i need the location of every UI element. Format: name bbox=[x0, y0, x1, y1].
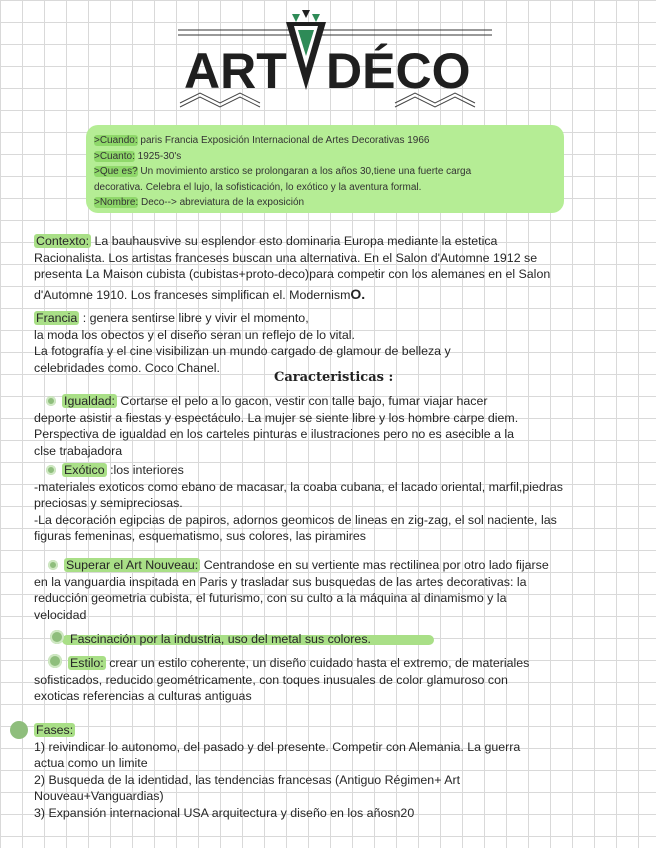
contexto-section bbox=[34, 233, 644, 303]
francia-line: la moda los obectos y el diseño seran un reflejo de lo vital. bbox=[34, 327, 355, 342]
info-value: Deco--> abreviatura de la exposición bbox=[138, 197, 305, 208]
contexto-line bbox=[34, 286, 644, 304]
info-line-cuanto bbox=[94, 149, 554, 165]
superar-text: Centrandose en su vertiente mas rectilinea por otro lado fijarse bbox=[200, 558, 549, 572]
bullet-dot-icon bbox=[46, 396, 56, 406]
exotico-line: figuras femeninas, esquematismo, sus colores, las piramires bbox=[34, 529, 366, 544]
info-line-que-es bbox=[94, 164, 554, 180]
fases-line: 1) reivindicar lo autonomo, del pasado y del presente. Competir con Alemania. La guerra bbox=[34, 739, 521, 754]
fases-line bbox=[34, 722, 644, 739]
info-key: >Cuando: bbox=[94, 135, 138, 146]
francia-line bbox=[34, 310, 644, 327]
art-deco-emblem-icon bbox=[170, 8, 500, 108]
contexto-line: Racionalista. Los artistas franceses buscan una alternativa. En el Salon d'Automne 1912 se bbox=[34, 250, 538, 265]
igualdad-text: Cortarse el pelo a lo gacon, vestir con talle bajo, fumar viajar hacer bbox=[116, 394, 488, 408]
contexto-text: La bauhausvive su esplendor esto dominaria Europa mediante la estetica bbox=[91, 234, 498, 248]
francia-text: : genera sentirse libre y vivir el momento, bbox=[79, 311, 309, 325]
superar-line: velocidad bbox=[34, 607, 87, 622]
francia-section bbox=[34, 310, 644, 376]
exotico-line bbox=[34, 462, 644, 479]
fases-line: Nouveau+Vanguardias) bbox=[34, 789, 164, 804]
fascinacion-section bbox=[50, 630, 656, 648]
info-key: >Nombre: bbox=[94, 197, 139, 208]
fases-section bbox=[34, 722, 644, 822]
caracteristicas-title: Caracteristicas : bbox=[274, 370, 394, 385]
francia-line: La fotografía y el cine visibilizan un mundo cargado de glamour de belleza y bbox=[34, 344, 451, 359]
contexto-label: Contexto: bbox=[36, 234, 90, 248]
contexto-line: presenta La Maison cubista (cubistas+proto-deco)para competir con los alemanes en el Salon bbox=[34, 267, 551, 282]
info-box bbox=[86, 125, 564, 213]
francia-label: Francia bbox=[36, 311, 78, 325]
exotico-line: preciosas y semipreciosas. bbox=[34, 496, 183, 511]
info-line-que-es-cont bbox=[94, 180, 554, 196]
fases-line: actua como un limite bbox=[34, 756, 148, 771]
estilo-line: sofisticados, reducido geométricamente, con toques inusuales de color glamuroso con bbox=[34, 672, 508, 687]
francia-line: celebridades como. Coco Chanel. bbox=[34, 360, 220, 375]
fases-dot-icon bbox=[10, 721, 28, 739]
art-deco-logo bbox=[170, 8, 500, 108]
info-value: decorativa. Celebra el lujo, la sofisticación, lo exótico y la aventura formal. bbox=[94, 181, 422, 193]
igualdad-line bbox=[34, 393, 644, 410]
exotico-text: :los interiores bbox=[106, 463, 184, 477]
svg-text:ART: ART bbox=[184, 43, 287, 99]
superar-line: en la vanguardia inspitada en Paris y trasladar sus busquedas de las artes decorativas: la bbox=[34, 574, 527, 589]
info-line-cuando bbox=[94, 133, 554, 149]
bullet-dot-icon bbox=[48, 560, 58, 570]
contexto-text: d'Automne 1910. Los franceses simplifican el. Modernism bbox=[34, 287, 351, 302]
fascinacion-line bbox=[50, 630, 656, 648]
contexto-line bbox=[34, 233, 644, 250]
fases-label: Fases: bbox=[36, 723, 74, 737]
estilo-line bbox=[34, 654, 644, 672]
bullet-dot-icon bbox=[46, 465, 56, 475]
estilo-section bbox=[34, 654, 644, 705]
info-value: 1925-30's bbox=[134, 150, 182, 162]
igualdad-line: Perspectiva de igualdad en los carteles pinturas e ilustraciones pero no es asecible a la bbox=[34, 427, 515, 442]
igualdad-line: clse trabajadora bbox=[34, 443, 123, 458]
info-value: paris Francia Exposición Internacional de Artes Decorativas 1966 bbox=[137, 135, 430, 146]
estilo-text: crear un estilo coherente, un diseño cuidado hasta el extremo, de materiales bbox=[105, 656, 530, 670]
exotico-line: -materiales exoticos como ebano de macasar, la coaba cubana, el lacado oriental, marfil,piedras bbox=[34, 479, 563, 494]
bullet-dot-icon bbox=[48, 654, 62, 668]
fascinacion-text: Fascinación por la industria, uso del metal sus colores. bbox=[70, 632, 371, 646]
igualdad-line: deporte asistir a fiestas y espectáculo. La mujer se siente libre y los hombre carpe diem. bbox=[34, 410, 519, 425]
igualdad-section bbox=[34, 393, 644, 459]
contexto-end: O. bbox=[350, 285, 366, 302]
info-key: >Cuanto: bbox=[94, 150, 135, 162]
svg-text:DÉCO: DÉCO bbox=[326, 43, 471, 99]
info-value: Un movimiento arstico se prolongaran a los años 30,tiene una fuerte carga bbox=[137, 166, 472, 177]
estilo-line: exoticas referencias a culturas antiguas bbox=[34, 689, 252, 704]
info-key: >Que es? bbox=[94, 166, 138, 177]
fases-line: 3) Expansión internacional USA arquitectura y diseño en los añosn20 bbox=[34, 805, 415, 820]
superar-section bbox=[34, 557, 644, 623]
superar-label: Superar el Art Nouveau: bbox=[66, 558, 199, 572]
fases-line: 2) Busqueda de la identidad, las tendencias francesas (Antiguo Régimen+ Art bbox=[34, 772, 461, 787]
exotico-label: Exótico bbox=[64, 463, 105, 477]
exotico-section bbox=[34, 462, 644, 545]
estilo-label: Estilo: bbox=[70, 656, 104, 670]
superar-line: reducción geometria cubista, el futurismo, con su culto a la máquina al dinamismo y la bbox=[34, 591, 507, 606]
exotico-line: -La decoración egipcias de papiros, adornos geomicos de lineas en zig-zag, el sol naciente, las bbox=[34, 512, 557, 527]
superar-line bbox=[34, 557, 644, 574]
info-line-nombre bbox=[94, 195, 554, 211]
igualdad-label: Igualdad: bbox=[64, 394, 115, 408]
bullet-dot-icon bbox=[50, 630, 64, 644]
